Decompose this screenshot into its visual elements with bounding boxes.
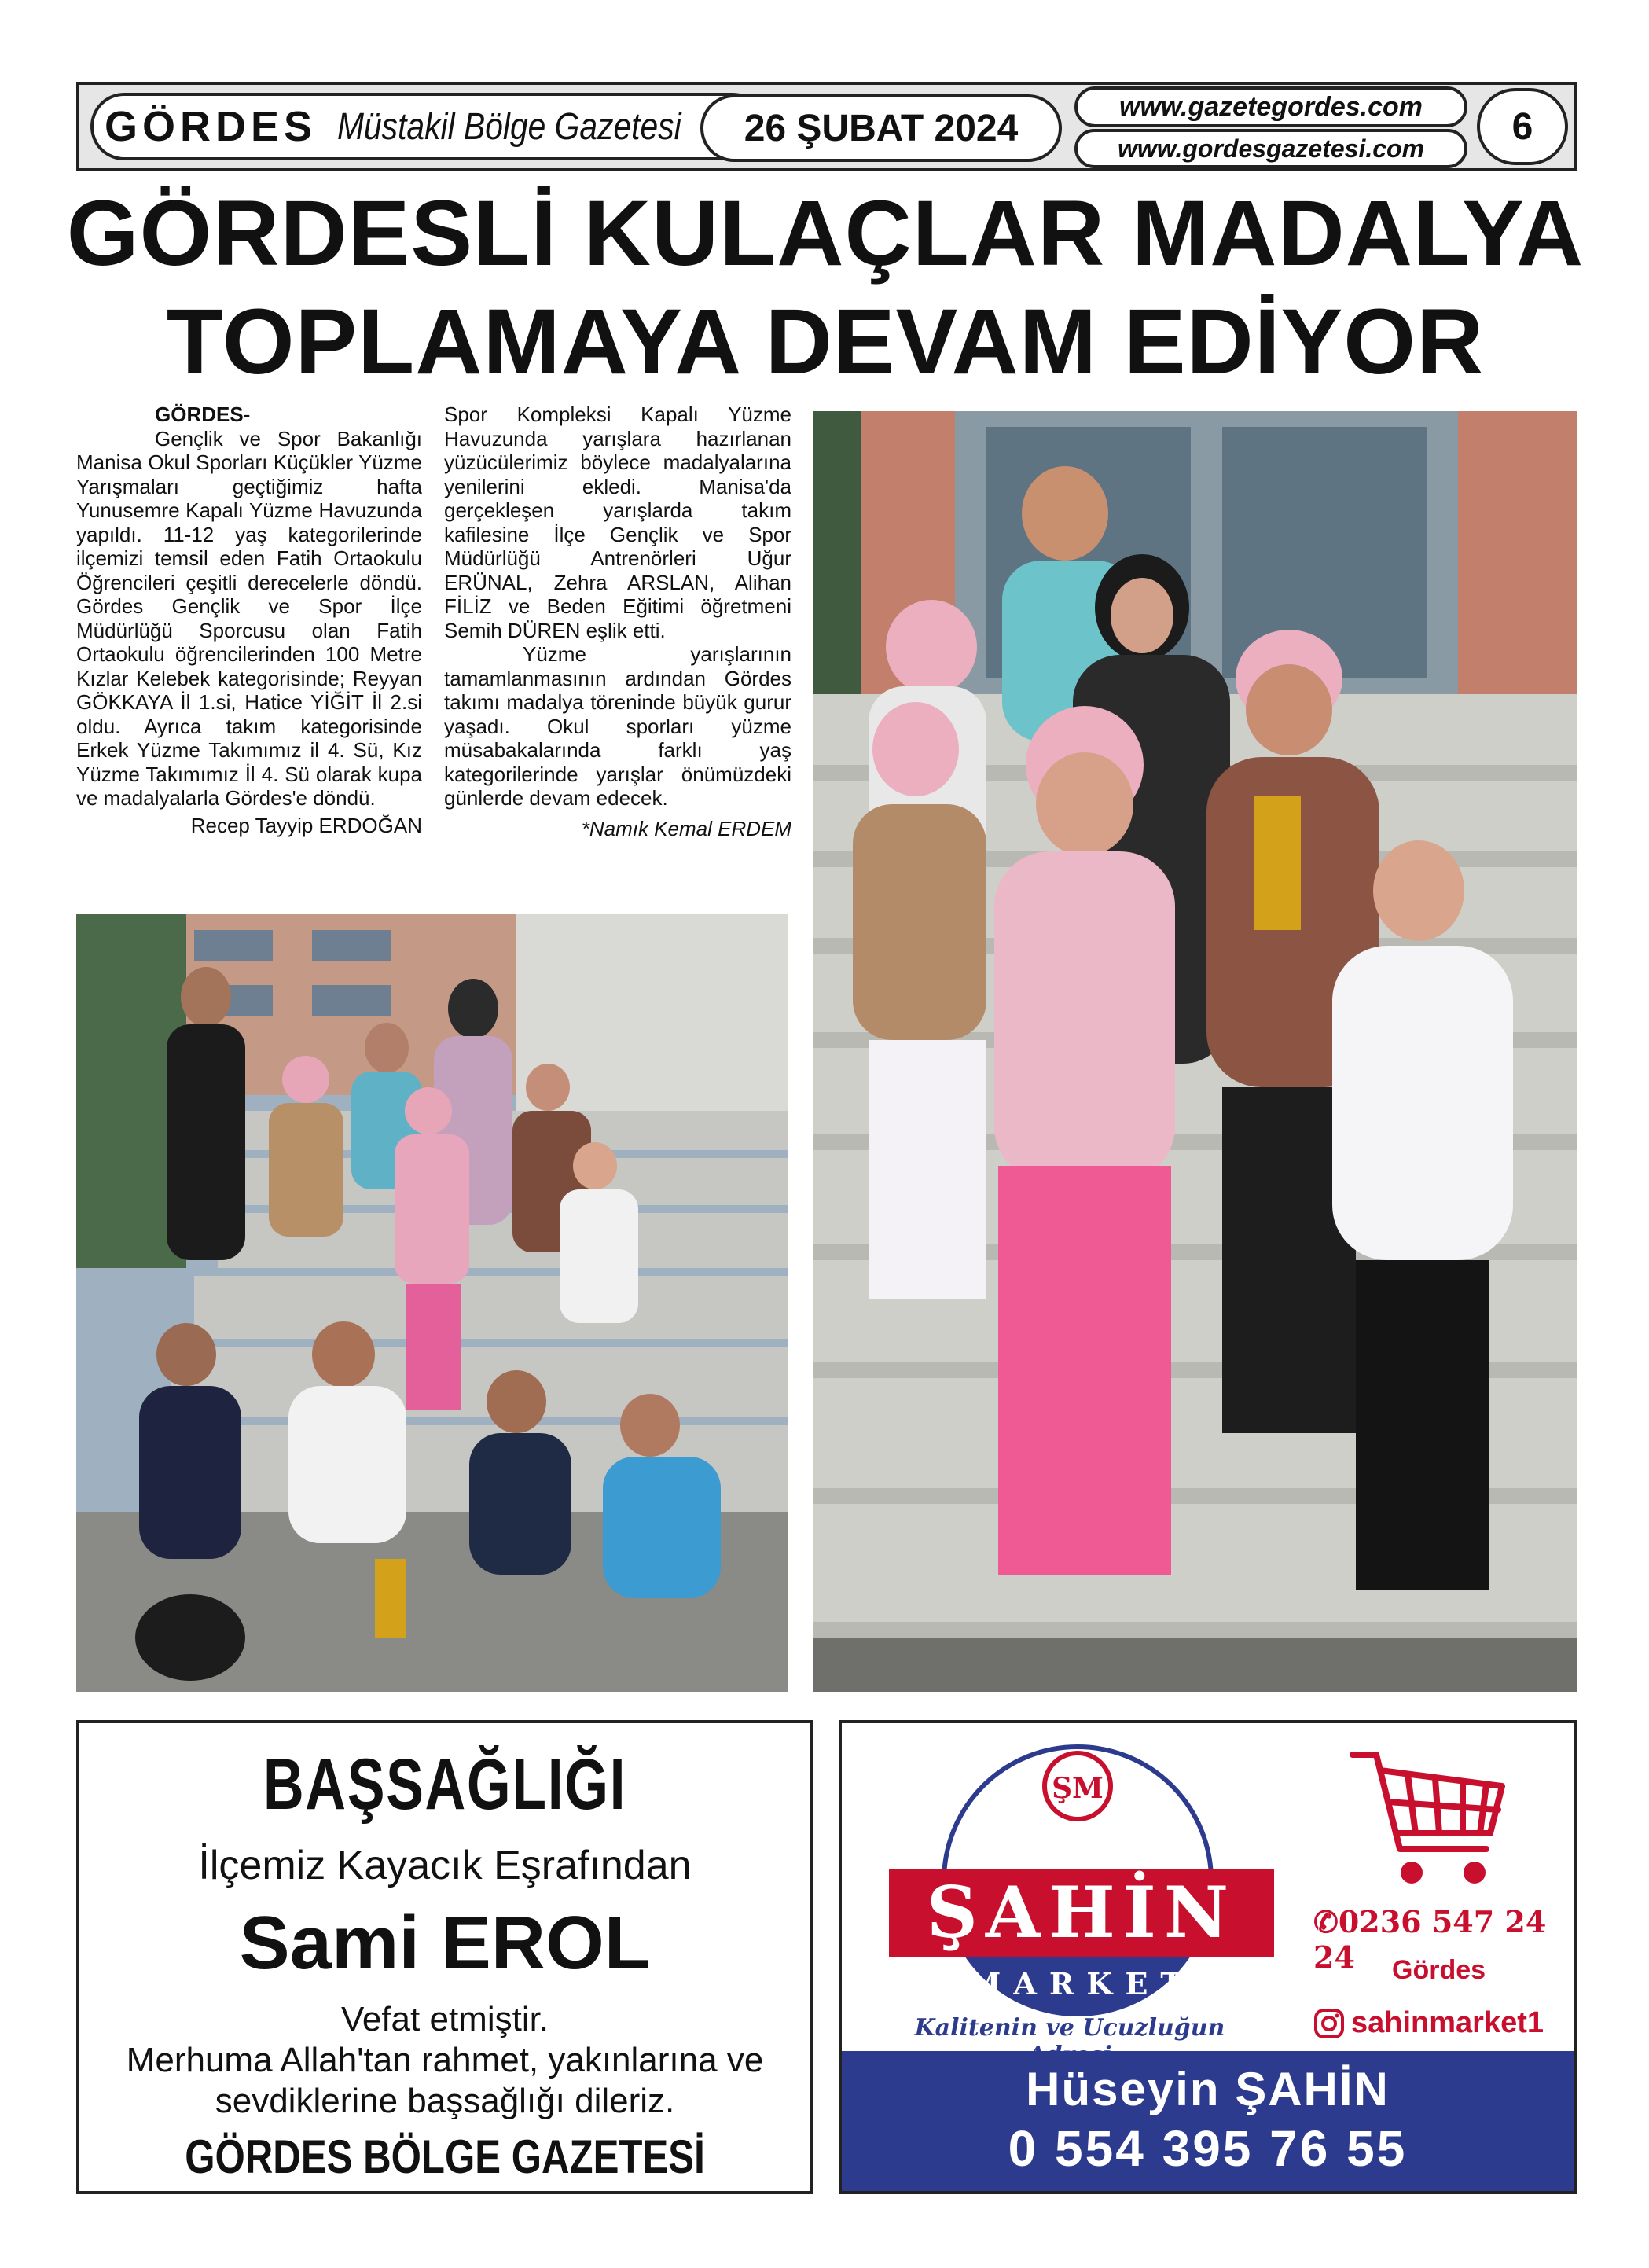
- instagram-icon: [1313, 2008, 1345, 2039]
- brand-subtitle: Müstakil Bölge Gazetesi: [337, 105, 681, 148]
- condolence-text-line1: Vefat etmiştir.: [340, 2000, 549, 2038]
- article-column-2: [444, 403, 791, 840]
- owner-banner: [842, 2051, 1574, 2191]
- page-number: 6: [1477, 88, 1568, 165]
- girls-photo-image: [813, 411, 1577, 1692]
- website-secondary: www.gordesgazetesi.com: [1074, 129, 1467, 168]
- owner-name: Hüseyin ŞAHİN: [1026, 2063, 1390, 2115]
- headline-line2: TOPLAMAYA DEVAM EDİYOR: [166, 290, 1485, 394]
- owner-phone: 0 554 395 76 55: [1008, 2120, 1408, 2177]
- article-column-1: [76, 403, 422, 837]
- masthead: [76, 82, 1577, 171]
- headline: [47, 179, 1603, 396]
- group-photo: [76, 914, 788, 1692]
- group-photo-image: [76, 914, 788, 1692]
- shopping-cart-icon: [1345, 1739, 1518, 1896]
- signature-left: [76, 814, 422, 838]
- girls-photo: [813, 411, 1577, 1692]
- shop-type: MARKET: [968, 1966, 1195, 2002]
- signature-right: *Namık Kemal ERDEM: [581, 816, 791, 840]
- deceased-name: Sami EROL: [239, 1901, 651, 1985]
- shop-phone: ✆0236 547 24 24: [1313, 1904, 1547, 1975]
- article-paragraph: Spor Kompleksi Kapalı Yüzme Havuzunda yarışlara hazırlanan yüzücülerimiz böylece madalyalarına yenilerini ekledi. Manisa'da gerçekleşen yarışlarda takım kafilesine İlçe Gençlik ve Spor Müdürlüğü Antrenörleri Uğur ERÜNAL, Zehra ARSLAN, Alihan FİLİZ ve Beden Eğitimi öğretmeni Semih DÜREN eşlik etti.: [444, 403, 791, 642]
- article-paragraph: Yüzme yarışlarının tamamlanmasının ardından Gördes takımı madalya töreninde büyük gurur yaşadı. Okul sporları yüzme müsabakalarında farklı yaş kategorilerinde yarışlar önümüzdeki günlerde devam edecek.: [444, 642, 791, 810]
- condolence-signature: GÖRDES BÖLGE GAZETESİ: [185, 2130, 705, 2183]
- condolence-text: [79, 1999, 810, 2122]
- condolence-text-line2: Merhuma Allah'tan rahmet, yakınlarına ve sevdiklerine başsağlığı dileriz.: [126, 2041, 764, 2120]
- issue-date: 26 ŞUBAT 2024: [700, 94, 1062, 162]
- instagram-handle: sahinmarket1: [1351, 2006, 1544, 2039]
- shop-city: Gördes: [1392, 1955, 1486, 1985]
- brand-name: GÖRDES: [105, 103, 318, 150]
- article-paragraph: Gençlik ve Spor Bakanlığı Manisa Okul Sporları Küçükler Yüzme Yarışmaları geçtiğimiz hafta Yunusemre Kapalı Yüzme Havuzunda yapıldı. 11-12 yaş kategorilerinde ilçemizi temsil eden Fatih Ortaokulu Öğrencileri çeşitli derecelerle döndü. Gördes Gençlik ve Spor İlçe Müdürlüğü Sporcusu olan Fatih Ortaokulu öğrencilerinden 100 Metre Kızlar Kelebek kategorisinde; Reyyan GÖKKAYA İl 1.si, Hatice YİĞİT İl 2.si oldu. Ayrıca takım kategorisinde Erkek Yüzme Takımımız il 4. Sü, Kız Yüzme Takımımız İl 4. Sü olarak kupa ve madalyalarla Gördes'e döndü.: [76, 426, 422, 810]
- condolence-intro: İlçemiz Kayacık Eşrafından: [198, 1843, 692, 1888]
- shop-phone-number: 0236 547 24 24: [1313, 1904, 1547, 1975]
- brand-pill: [90, 93, 766, 160]
- shop-name: ŞAHİN: [926, 1871, 1237, 1954]
- shop-instagram: [1313, 2006, 1544, 2040]
- dateline: GÖRDES-: [155, 403, 251, 426]
- shop-logo: [865, 1731, 1337, 2022]
- condolence-ad: [76, 1720, 813, 2194]
- shop-slogan: Kalitenin ve Ucuzluğun: [914, 2014, 1225, 2042]
- logo-mark: ŞM: [1052, 1772, 1104, 1805]
- website-primary: www.gazetegordes.com: [1074, 86, 1467, 127]
- signature-left-text: Recep Tayyip ERDOĞAN: [190, 813, 422, 837]
- headline-line1: GÖRDESLİ KULAÇLAR MADALYA: [66, 182, 1585, 285]
- condolence-title: BAŞSAĞLIĞI: [263, 1744, 627, 1825]
- sahin-market-ad: [839, 1720, 1577, 2194]
